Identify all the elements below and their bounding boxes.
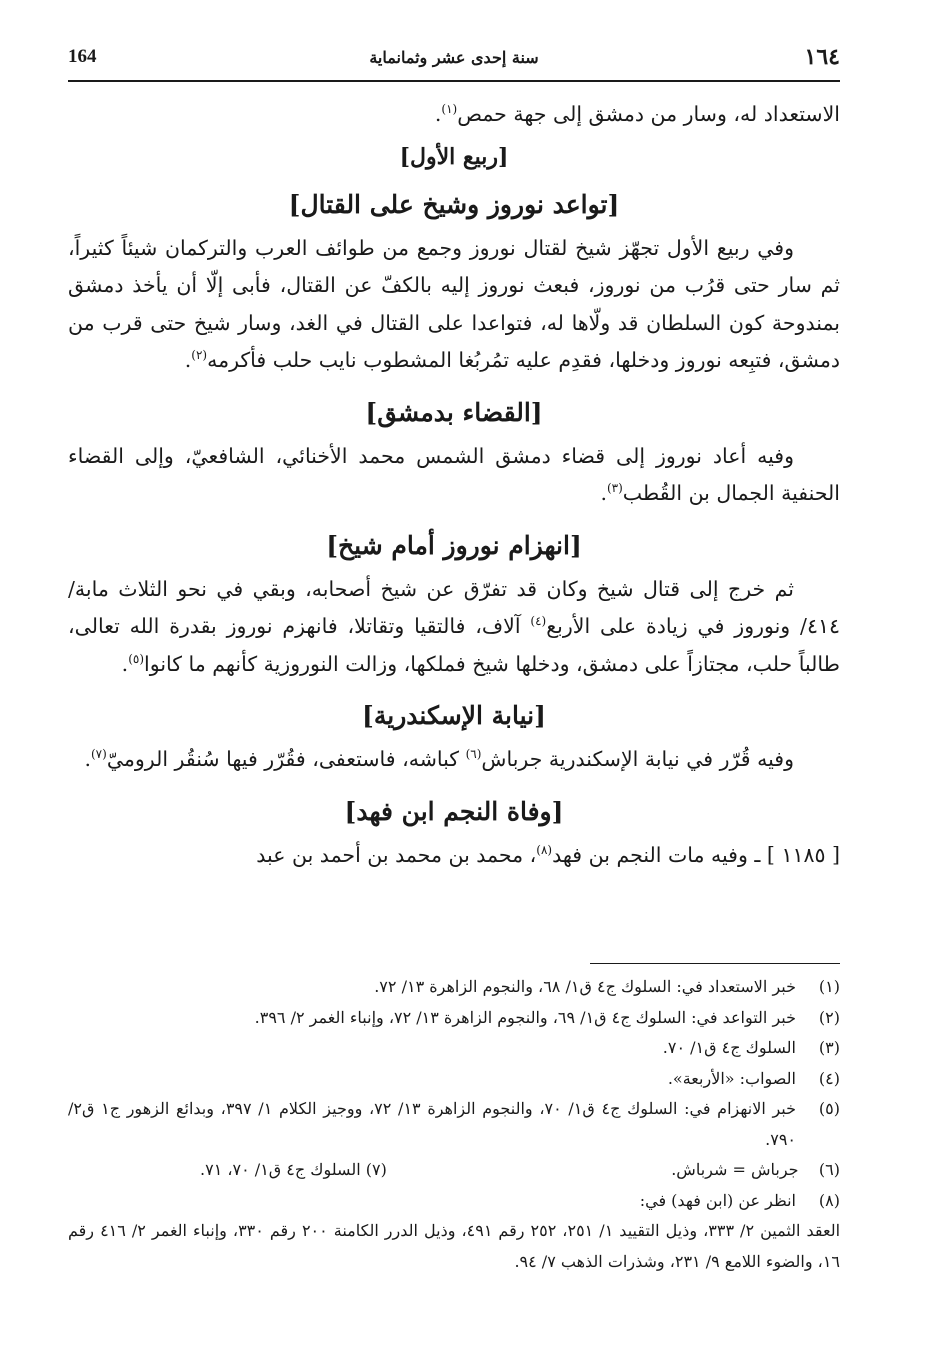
section-heading-ibn-fahd-death: [وفاة النجم ابن فهد] bbox=[344, 796, 564, 826]
section-heading-alexandria: [نيابة الإسكندرية] bbox=[362, 701, 546, 730]
main-text bbox=[68, 96, 840, 874]
page-number-arabic: ١٦٤ bbox=[804, 44, 840, 70]
footnotes bbox=[68, 972, 840, 1277]
footnote-ref: (٨) bbox=[536, 842, 553, 857]
footnote-continuation: العقد الثمين ٢/ ٣٣٣، وذيل التقييد ١/ ٢٥١، ٢٥٢ رقم ٤٩١، وذيل الدرر الكامنة ٢٠٠ رقم ٣٣٠، وإنباء الغمر ٢/ ٤١٦ رقم ١٦، والضوء اللامع ٩/ ٢٣١، وشذرات الذهب ٧/ ٩٤. bbox=[68, 1221, 841, 1271]
footnote: (٤) الصواب: «الأربعة». bbox=[667, 1068, 840, 1088]
page-number-latin: 164 bbox=[68, 46, 97, 67]
footnote-ref: (٦) bbox=[465, 747, 482, 762]
paragraph-1: الاستعداد له، وسار من دمشق إلى جهة حمص$^{(١)}$. bbox=[434, 102, 840, 126]
footnote-ref: (٤) bbox=[530, 614, 547, 629]
running-title: سنة إحدى عشر وثمانماية bbox=[369, 48, 539, 67]
footnote-ref: (١) bbox=[441, 102, 458, 117]
section-heading-battle-appointment: [تواعد نوروز وشيخ على القتال] bbox=[288, 189, 620, 219]
footnote-ref: (٢) bbox=[191, 348, 208, 363]
section-heading-nawruz-defeat: [انهزام نوروز أمام شيخ] bbox=[326, 530, 582, 560]
footnote: (٨) انظر عن (ابن فهد) في: bbox=[639, 1190, 840, 1210]
footnote: (٢) خبر التواعد في: السلوك ج٤ ق١/ ٦٩، والنجوم الزاهرة ١٣/ ٧٢، وإنباء الغمر ٢/ ٣٩٦. bbox=[254, 1007, 840, 1027]
footnote-ref: (٥) bbox=[128, 651, 145, 666]
footnote-ref: (٧) bbox=[90, 747, 107, 762]
header-rule bbox=[68, 80, 840, 82]
footnote-rule bbox=[590, 963, 840, 964]
footnote: (٥) خبر الانهزام في: السلوك ج٤ ق١/ ٧٠، والنجوم الزاهرة ١٣/ ٧٢، ووجيز الكلام ١/ ٣٩٧، وبدائع الزهور ج١ ق٢/ ٧٩٠. bbox=[68, 1099, 840, 1149]
footnote-pair: (٦) جرباش = شرباش. (٧) السلوك ج٤ ق١/ ٧٠، ٧١. bbox=[200, 1160, 840, 1179]
section-heading-damascus-judiciary: [القضاء بدمشق] bbox=[365, 397, 543, 427]
footnote-ref: (٣) bbox=[606, 481, 623, 496]
paragraph-4: ثم خرج إلى قتال شيخ وكان قد تفرّق عن شيخ أصحابه، وبقي في نحو الثلاث مابة/ ٤١٤/ ونوروز في زيادة على الأربع$^{(٤)}$ آلاف، فالتقيا وتقاتلا، فانهزم نوروز بقدرة الله تعالى، طالباً حلب، مجتازاً على دمشق، ودخلها شيخ فملكها، وزالت النوروزية كأنهم ما كانوا$^{(٥)}$. bbox=[68, 576, 841, 676]
footnote: (١) خبر الاستعداد في: السلوك ج٤ ق١/ ٦٨، والنجوم الزاهرة ١٣/ ٧٢. bbox=[374, 977, 840, 996]
paragraph-2: وفي ربيع الأول تجهّز شيخ لقتال نوروز وجمع من طوائف العرب والتركمان شيئاً كثيراً، ثم سار حتى قرُب من نوروز، فبعث نوروز إليه بالكفّ عن القتال، فأبى إلّا أن يأخذ دمشق بمندوحة كون السلطان قد ولّاها له، فتواعدا على القتال في الغد، وسار شيخ حتى قرب من دمشق، فتبِعه نوروز ودخلها، فقدِم عليه تمُربُغا المشطوب نايب حلب فأكرمه$^{(٢)}$. bbox=[68, 235, 840, 372]
paragraph-5: وفيه قُرّر في نيابة الإسكندرية جرباش$^{(٦)}$ كباشه، فاستعفى، فقُرّر فيها سُنقُر الروميّ$^{(٧)}$. bbox=[84, 747, 794, 771]
paragraph-3: وفيه أعاد نوروز إلى قضاء دمشق الشمس محمد الأخنائي، الشافعيّ، وإلى القضاء الحنفية الجمال بن القُطب$^{(٣)}$. bbox=[68, 443, 840, 505]
section-heading-rabi-al-awwal: [ربيع الأول] bbox=[399, 143, 509, 170]
page-header bbox=[68, 44, 840, 80]
paragraph-6: [ ١١٨٥ ] ـ وفيه مات النجم بن فهد$^{(٨)}$، محمد بن محمد بن أحمد بن عبد bbox=[256, 842, 840, 867]
footnote: (٣) السلوك ج٤ ق١/ ٧٠. bbox=[662, 1038, 840, 1057]
